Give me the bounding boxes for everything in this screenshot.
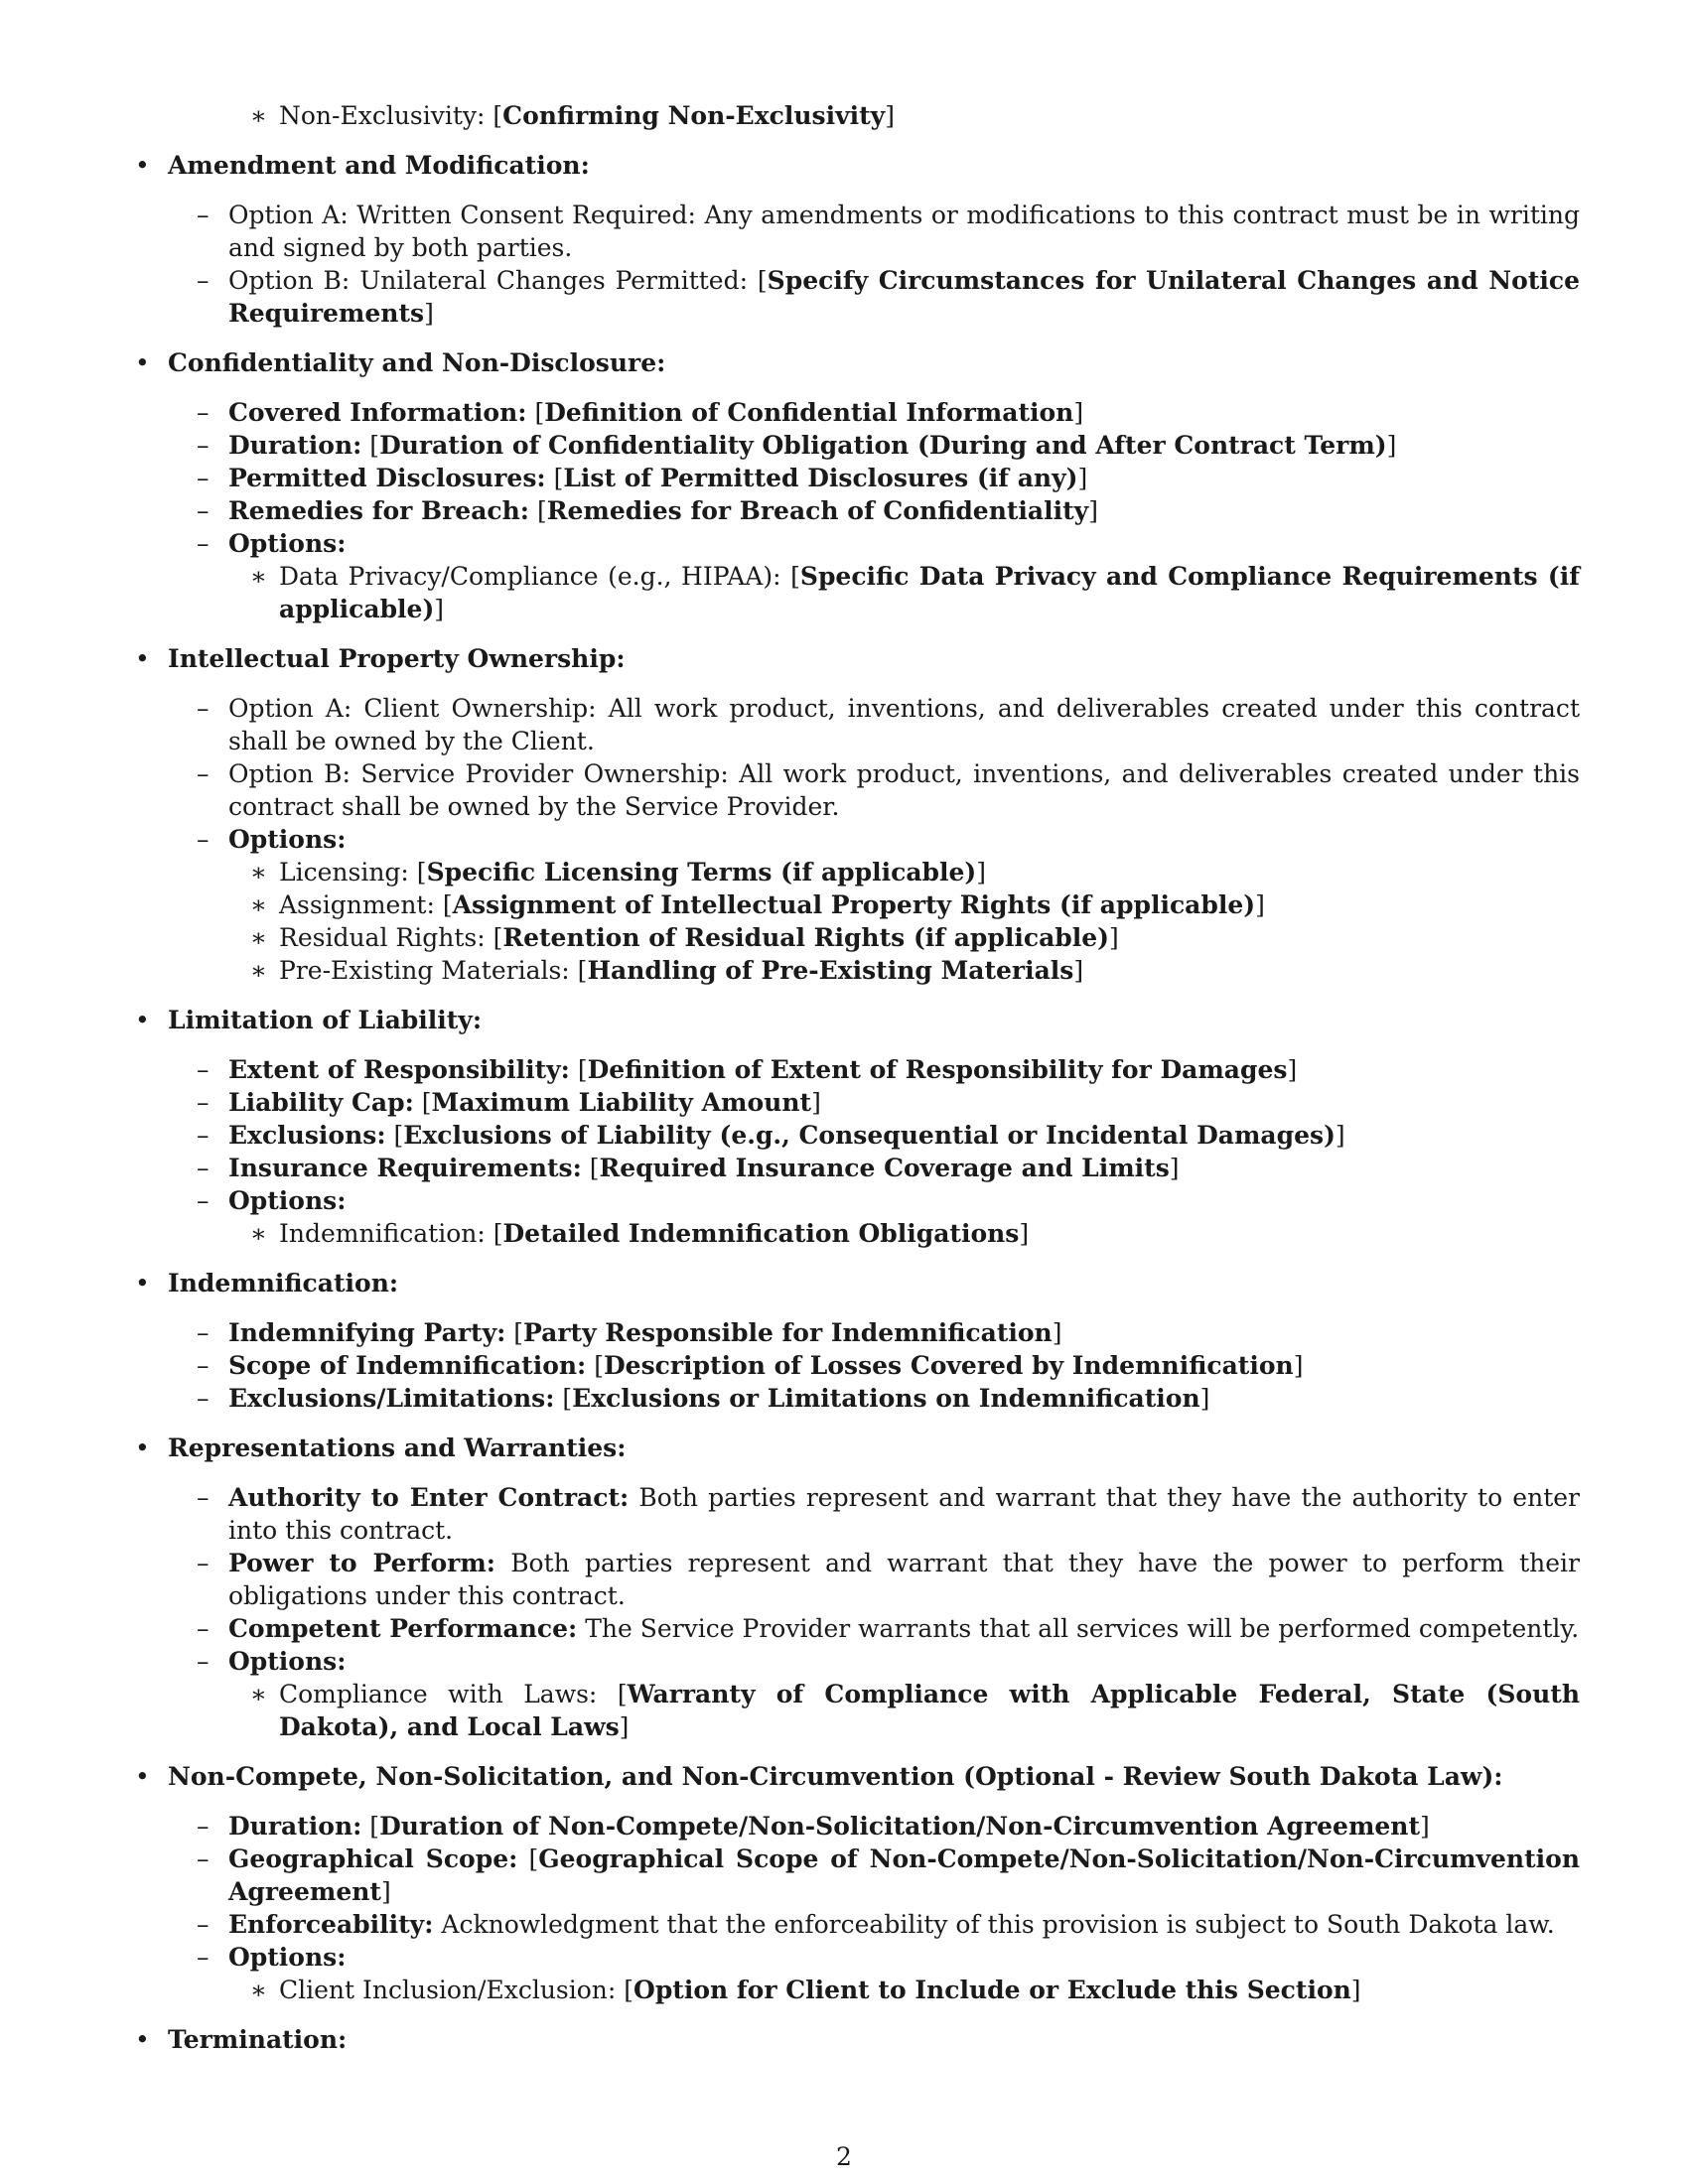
section-amendment (0, 149, 1580, 182)
item-label: Covered Information: (228, 398, 527, 427)
list-item (0, 1481, 1580, 1547)
dash-bullet: – (197, 1384, 210, 1413)
section-representations (0, 1432, 1580, 1464)
item-label: Indemnification: (279, 1219, 486, 1248)
options-label: Options: (228, 1186, 347, 1215)
list-item: – Exclusions: [Exclusions of Liability (e.g., Consequential or Incidental Damages)] (197, 1121, 1345, 1150)
list-item (0, 1184, 1580, 1217)
placeholder-value: Definition of Extent of Responsibility for Damages (587, 1055, 1288, 1084)
list-item: – Scope of Indemnification: [Description of Losses Covered by Indemnification] (197, 1351, 1304, 1380)
dash-bullet: – (197, 1483, 210, 1512)
section-heading: Indemnification: (168, 1269, 399, 1297)
item-label: Pre-Existing Materials: (279, 956, 570, 985)
bullet: • (135, 151, 150, 180)
list-item (0, 1645, 1580, 1678)
asterisk-bullet: ∗ (250, 1976, 267, 2004)
dash-bullet: – (197, 201, 210, 229)
section-heading: Intellectual Property Ownership: (168, 644, 626, 673)
dash-bullet: – (197, 1186, 210, 1215)
item-label: Assignment: (279, 890, 435, 919)
dash-bullet: – (197, 496, 210, 525)
placeholder-value: Remedies for Breach of Confidentiality (546, 496, 1089, 525)
list-item: – Duration: [Duration of Non-Compete/Non-Solicitation/Non-Circumvention Agreement] (197, 1812, 1430, 1841)
list-item: ∗ Assignment: [Assignment of Intellectual Property Rights (if applicable)] (250, 890, 1265, 919)
item-text: Both parties represent and warrant that they have the power to perform their obligations under this contract. (228, 1549, 1580, 1610)
bullet: • (135, 1006, 150, 1034)
section-indemnification (0, 1267, 1580, 1299)
placeholder-value: Exclusions or Limitations on Indemnification (572, 1384, 1200, 1413)
dash-bullet: – (197, 694, 210, 723)
item-label: Scope of Indemnification: (228, 1351, 587, 1380)
dash-bullet: – (197, 1549, 210, 1577)
section-termination (0, 2023, 1580, 2056)
dash-bullet: – (197, 266, 210, 295)
list-item (0, 1612, 1580, 1645)
item-label: Geographical Scope: (228, 1844, 518, 1873)
placeholder-value: Retention of Residual Rights (if applicable) (502, 923, 1110, 952)
item-label: Client Inclusion/Exclusion: (279, 1976, 617, 2004)
dash-bullet: – (197, 1154, 210, 1182)
options-label: Options: (228, 1943, 347, 1972)
dash-bullet: – (197, 464, 210, 492)
item-label: Liability Cap: (228, 1088, 414, 1117)
asterisk-bullet: ∗ (250, 890, 267, 919)
list-item: – Extent of Responsibility: [Definition of Extent of Responsibility for Damages] (197, 1055, 1298, 1084)
list-item: ∗ Client Inclusion/Exclusion: [Option for Client to Include or Exclude this Section] (250, 1976, 1361, 2004)
list-item (0, 199, 1580, 264)
options-label: Options: (228, 825, 347, 854)
section-liability (0, 1004, 1580, 1036)
section-ip-ownership (0, 642, 1580, 675)
item-label: Competent Performance: (228, 1614, 578, 1643)
bullet: • (135, 348, 150, 377)
placeholder-value: List of Permitted Disclosures (if any) (563, 464, 1078, 492)
placeholder-value: Geographical Scope of Non-Compete/Non-Solicitation/Non-Circumvention Agreement (228, 1844, 1581, 1906)
placeholder-value: Duration of Non-Compete/Non-Solicitation/Non-Circumvention Agreement (379, 1812, 1421, 1841)
placeholder-value: Option for Client to Include or Exclude this Section (633, 1976, 1351, 2004)
dash-bullet: – (197, 1088, 210, 1117)
asterisk-bullet: ∗ (250, 1219, 267, 1248)
dash-bullet: – (197, 398, 210, 427)
placeholder-value: Specific Licensing Terms (if applicable) (426, 858, 977, 887)
list-item: – Indemnifying Party: [Party Responsible for Indemnification] (197, 1318, 1062, 1347)
section-heading: Amendment and Modification: (168, 151, 590, 180)
placeholder-value: Definition of Confidential Information (544, 398, 1074, 427)
item-text: Option B: Service Provider Ownership: All work product, inventions, and deliverables created under this contract shall be owned by the Service Provider. (228, 759, 1580, 821)
item-label: Data Privacy/Compliance (e.g., HIPAA): (279, 562, 781, 591)
asterisk-bullet: ∗ (250, 101, 267, 130)
list-item: – Covered Information: [Definition of Confidential Information] (197, 398, 1084, 427)
list-item: – Exclusions/Limitations: [Exclusions or Limitations on Indemnification] (197, 1384, 1210, 1413)
item-label: Duration: (228, 431, 362, 460)
asterisk-bullet: ∗ (250, 956, 267, 985)
placeholder-value: Exclusions of Liability (e.g., Consequential or Incidental Damages) (403, 1121, 1336, 1150)
bullet: • (135, 1433, 150, 1462)
dash-bullet: – (197, 529, 210, 558)
placeholder-value: Party Responsible for Indemnification (523, 1318, 1053, 1347)
item-label: Duration: (228, 1812, 362, 1841)
item-label: Authority to Enter Contract: (228, 1483, 630, 1512)
dash-bullet: – (197, 1844, 210, 1873)
document-body (0, 99, 1688, 2056)
item-label: Extent of Responsibility: (228, 1055, 570, 1084)
item-label: Licensing: (279, 858, 409, 887)
list-item: – Duration: [Duration of Confidentiality Obligation (During and After Contract Term)] (197, 431, 1397, 460)
list-item: – Geographical Scope: [Geographical Scope of Non-Compete/Non-Solicitation/Non-Circumvention Agreement] (197, 1844, 1581, 1906)
placeholder-value: Required Insurance Coverage and Limits (599, 1154, 1170, 1182)
section-confidentiality (0, 346, 1580, 379)
dash-bullet: – (197, 759, 210, 788)
item-label: Compliance with Laws: (279, 1680, 598, 1708)
dash-bullet: – (197, 1055, 210, 1084)
list-item (0, 1941, 1580, 1974)
asterisk-bullet: ∗ (250, 858, 267, 887)
dash-bullet: – (197, 825, 210, 854)
placeholder-value: Specific Data Privacy and Compliance Requirements (if applicable) (279, 562, 1581, 623)
placeholder-value: Maximum Liability Amount (431, 1088, 812, 1117)
list-item: ∗ Compliance with Laws: [Warranty of Compliance with Applicable Federal, State (South Dakota), and Local Laws] (250, 1680, 1581, 1741)
dash-bullet: – (197, 1318, 210, 1347)
list-item (0, 1908, 1580, 1941)
placeholder-value: Handling of Pre-Existing Materials (587, 956, 1074, 985)
placeholder-value: Specify Circumstances for Unilateral Changes and Notice Requirements (228, 266, 1580, 328)
dash-bullet: – (197, 431, 210, 460)
item-label: Exclusions/Limitations: (228, 1384, 555, 1413)
item-label: Indemnifying Party: (228, 1318, 506, 1347)
item-label: Non-Exclusivity: (279, 101, 486, 130)
list-item (0, 1547, 1580, 1612)
item-label: Residual Rights: (279, 923, 486, 952)
asterisk-bullet: ∗ (250, 923, 267, 952)
list-item (0, 757, 1580, 823)
list-item: – Permitted Disclosures: [List of Permitted Disclosures (if any)] (197, 464, 1088, 492)
section-non-compete (0, 1760, 1580, 1793)
placeholder-value: Confirming Non-Exclusivity (502, 101, 886, 130)
item-text: Both parties represent and warrant that they have the authority to enter into this contract. (228, 1483, 1580, 1545)
list-item: ∗ Data Privacy/Compliance (e.g., HIPAA): [Specific Data Privacy and Compliance Requirements (if applicable)] (250, 562, 1581, 623)
item-text: Acknowledgment that the enforceability of this provision is subject to South Dakota law. (441, 1910, 1555, 1939)
options-label: Options: (228, 1647, 347, 1676)
section-heading: Non-Compete, Non-Solicitation, and Non-Circumvention (Optional - Review South Dakota Law): (168, 1762, 1503, 1791)
placeholder-value: Description of Losses Covered by Indemnification (603, 1351, 1294, 1380)
section-heading: Confidentiality and Non-Disclosure: (168, 348, 666, 377)
bullet: • (135, 2025, 150, 2054)
list-item: ∗ Non-Exclusivity: [Confirming Non-Exclusivity] (250, 101, 895, 130)
bullet: • (135, 1269, 150, 1297)
list-item: – Option B: Unilateral Changes Permitted: [Specify Circumstances for Unilateral Changes and Notice Requirements] (197, 266, 1580, 328)
placeholder-value: Warranty of Compliance with Applicable Federal, State (South Dakota), and Local Laws (279, 1680, 1581, 1741)
item-label: Power to Perform: (228, 1549, 495, 1577)
item-label: Permitted Disclosures: (228, 464, 546, 492)
list-item: – Remedies for Breach: [Remedies for Breach of Confidentiality] (197, 496, 1098, 525)
list-item: – Liability Cap: [Maximum Liability Amount] (197, 1088, 821, 1117)
item-label: Remedies for Breach: (228, 496, 530, 525)
dash-bullet: – (197, 1812, 210, 1841)
bullet: • (135, 644, 150, 673)
asterisk-bullet: ∗ (250, 562, 267, 591)
placeholder-value: Detailed Indemnification Obligations (502, 1219, 1020, 1248)
list-item: ∗ Residual Rights: [Retention of Residual Rights (if applicable)] (250, 923, 1119, 952)
bullet: • (135, 1762, 150, 1791)
section-heading: Representations and Warranties: (168, 1433, 627, 1462)
section-heading: Termination: (168, 2025, 348, 2054)
asterisk-bullet: ∗ (250, 1680, 267, 1708)
section-heading: Limitation of Liability: (168, 1006, 483, 1034)
dash-bullet: – (197, 1943, 210, 1972)
item-label: Option B: Unilateral Changes Permitted: (228, 266, 749, 295)
item-label: Insurance Requirements: (228, 1154, 582, 1182)
item-label: Enforceability: (228, 1910, 434, 1939)
dash-bullet: – (197, 1121, 210, 1150)
list-item: ∗ Indemnification: [Detailed Indemnification Obligations] (250, 1219, 1030, 1248)
placeholder-value: Duration of Confidentiality Obligation (During and After Contract Term) (379, 431, 1387, 460)
list-item (0, 527, 1580, 560)
item-text: The Service Provider warrants that all services will be performed competently. (585, 1614, 1580, 1643)
dash-bullet: – (197, 1614, 210, 1643)
dash-bullet: – (197, 1647, 210, 1676)
dash-bullet: – (197, 1910, 210, 1939)
list-item: – Insurance Requirements: [Required Insurance Coverage and Limits] (197, 1154, 1180, 1182)
list-item (0, 692, 1580, 757)
options-label: Options: (228, 529, 347, 558)
placeholder-value: Assignment of Intellectual Property Rights (if applicable) (452, 890, 1256, 919)
dash-bullet: – (197, 1351, 210, 1380)
page-number: 2 (836, 2142, 852, 2171)
item-label: Exclusions: (228, 1121, 386, 1150)
list-item (0, 823, 1580, 856)
item-text: Option A: Client Ownership: All work product, inventions, and deliverables created under this contract shall be owned by the Client. (228, 694, 1580, 755)
list-item: ∗ Licensing: [Specific Licensing Terms (if applicable)] (250, 858, 987, 887)
list-item: ∗ Pre-Existing Materials: [Handling of Pre-Existing Materials] (250, 956, 1084, 985)
item-text: Option A: Written Consent Required: Any amendments or modifications to this contract must be in writing and signed by both parties. (228, 201, 1580, 262)
